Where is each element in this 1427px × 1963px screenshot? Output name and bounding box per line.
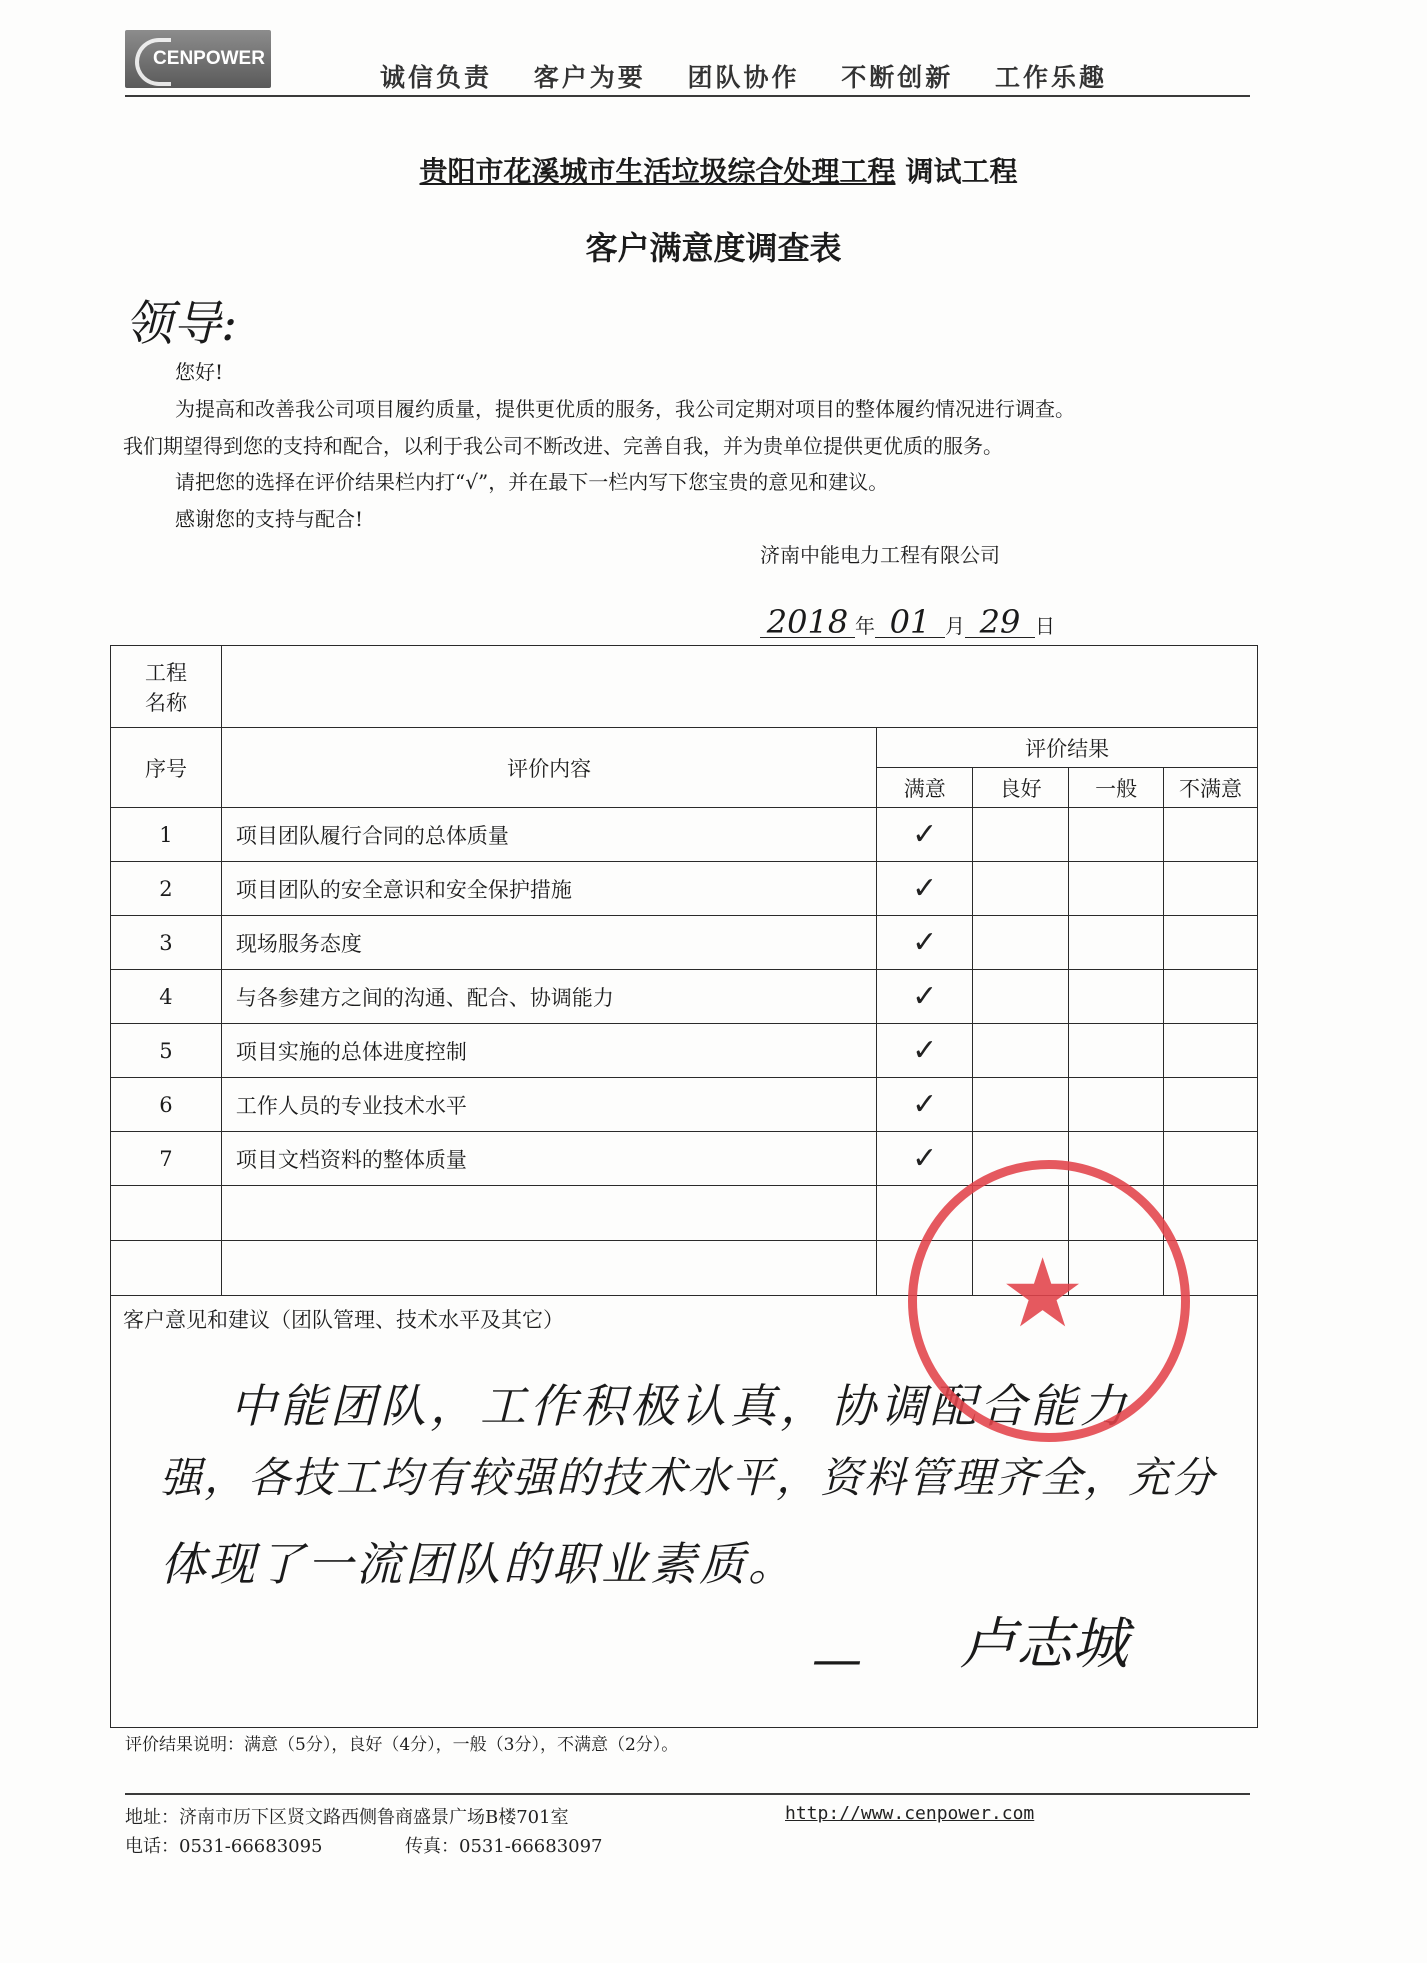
project-name-label xyxy=(111,646,222,728)
check-mark: ✓ xyxy=(877,1024,973,1078)
date-day: 29 xyxy=(965,607,1035,638)
footer-address: 地址：济南市历下区贤文路西侧鲁商盛景广场B楼701室 xyxy=(125,1807,569,1828)
row-no: 1 xyxy=(111,808,222,862)
empty-cell xyxy=(221,1186,876,1241)
col-header-no: 序号 xyxy=(111,728,222,808)
empty-cell xyxy=(1164,862,1258,916)
slogan-bar xyxy=(380,58,1137,94)
seal-star-icon: ★ xyxy=(1000,1239,1086,1349)
table-row xyxy=(111,916,1258,970)
check-mark: ✓ xyxy=(877,916,973,970)
check-mark: ✓ xyxy=(877,1078,973,1132)
check-mark: ✓ xyxy=(877,862,973,916)
check-mark: ✓ xyxy=(877,970,973,1024)
row-content: 现场服务态度 xyxy=(221,916,876,970)
check-mark: ✓ xyxy=(877,1132,973,1186)
row-no: 6 xyxy=(111,1078,222,1132)
empty-cell xyxy=(1164,808,1258,862)
date-year-label: 年 xyxy=(855,614,875,638)
empty-cell xyxy=(1164,1024,1258,1078)
empty-cell xyxy=(1164,1186,1258,1241)
row-no: 7 xyxy=(111,1132,222,1186)
col-header-content: 评价内容 xyxy=(221,728,876,808)
header-rule xyxy=(125,95,1250,97)
row-no: 2 xyxy=(111,862,222,916)
empty-cell xyxy=(1164,1132,1258,1186)
project-name: 贵阳市花溪城市生活垃圾综合处理工程 xyxy=(419,155,896,188)
slogan-5: 工作乐趣 xyxy=(994,63,1107,92)
footer-website[interactable]: http://www.cenpower.com xyxy=(785,1803,1035,1824)
empty-cell xyxy=(1069,916,1164,970)
row-content: 项目文档资料的整体质量 xyxy=(221,1132,876,1186)
company-name: 济南中能电力工程有限公司 xyxy=(760,543,1000,567)
signature-dash: — xyxy=(812,1630,862,1688)
logo-swoosh-icon xyxy=(135,38,171,86)
comment-line-2: 强，各技工均有较强的技术水平，资料管理齐全，充分 xyxy=(160,1453,1217,1502)
signature: 卢志城 xyxy=(960,1612,1128,1677)
project-label-line1: 工程 xyxy=(144,660,187,685)
date-year: 2018 xyxy=(760,607,855,638)
comment-line-1: 中能团队，工作积极认真，协调配合能力 xyxy=(230,1379,1130,1433)
project-label-line2: 名称 xyxy=(144,690,187,715)
form-title: 客户满意度调查表 xyxy=(585,229,842,267)
empty-cell xyxy=(1164,1078,1258,1132)
logo-text: CENPOWER xyxy=(153,48,265,69)
greeting: 您好! xyxy=(175,360,224,384)
comments-label: 客户意见和建议（团队管理、技术水平及其它） xyxy=(123,1308,564,1332)
empty-cell xyxy=(973,916,1069,970)
empty-cell xyxy=(1164,916,1258,970)
row-content: 工作人员的专业技术水平 xyxy=(221,1078,876,1132)
empty-cell xyxy=(973,1078,1069,1132)
letter-para1: 为提高和改善我公司项目履约质量，提供更优质的服务，我公司定期对项目的整体履约情况进行调查。 xyxy=(175,397,1075,421)
letter-para1-cont: 我们期望得到您的支持和配合，以利于我公司不断改进、完善自我，并为贵单位提供更优质的服务。 xyxy=(123,434,1003,458)
date-line xyxy=(760,603,1055,641)
row-content: 项目团队履行合同的总体质量 xyxy=(221,808,876,862)
slogan-3: 团队协作 xyxy=(687,63,800,92)
empty-cell xyxy=(1069,1078,1164,1132)
row-content: 与各参建方之间的沟通、配合、协调能力 xyxy=(221,970,876,1024)
empty-cell xyxy=(973,1024,1069,1078)
check-mark: ✓ xyxy=(877,808,973,862)
row-content: 项目实施的总体进度控制 xyxy=(221,1024,876,1078)
letter-para3: 感谢您的支持与配合! xyxy=(175,507,364,531)
rating-note: 评价结果说明：满意（5分），良好（4分），一般（3分），不满意（2分）。 xyxy=(125,1735,679,1755)
empty-cell xyxy=(973,862,1069,916)
row-no: 5 xyxy=(111,1024,222,1078)
empty-cell xyxy=(1069,1024,1164,1078)
empty-cell xyxy=(221,1241,876,1296)
rating-average: 一般 xyxy=(1069,768,1164,808)
company-logo xyxy=(125,30,271,88)
project-name-cell xyxy=(221,646,1257,728)
row-no: 4 xyxy=(111,970,222,1024)
empty-cell xyxy=(111,1186,222,1241)
empty-cell xyxy=(111,1241,222,1296)
table-row xyxy=(111,1024,1258,1078)
salutation: 领导: xyxy=(125,296,238,352)
col-header-result: 评价结果 xyxy=(877,728,1258,768)
company-seal xyxy=(908,1160,1190,1442)
date-day-label: 日 xyxy=(1035,614,1055,638)
footer-phone: 电话：0531-66683095 xyxy=(125,1836,323,1857)
empty-cell xyxy=(973,970,1069,1024)
empty-cell xyxy=(1164,970,1258,1024)
empty-cell xyxy=(1069,808,1164,862)
table-row xyxy=(111,862,1258,916)
slogan-1: 诚信负责 xyxy=(380,63,493,92)
comment-line-3: 体现了一流团队的职业素质。 xyxy=(160,1537,797,1591)
table-row xyxy=(111,808,1258,862)
empty-cell xyxy=(1069,970,1164,1024)
rating-good: 良好 xyxy=(973,768,1069,808)
footer-rule xyxy=(125,1793,1250,1795)
row-no: 3 xyxy=(111,916,222,970)
table-row xyxy=(111,970,1258,1024)
date-month: 01 xyxy=(875,607,945,638)
rating-satisfied: 满意 xyxy=(877,768,973,808)
empty-cell xyxy=(1069,862,1164,916)
slogan-4: 不断创新 xyxy=(841,63,954,92)
letter-para2: 请把您的选择在评价结果栏内打“√”，并在最下一栏内写下您宝贵的意见和建议。 xyxy=(175,470,889,494)
date-month-label: 月 xyxy=(945,614,965,638)
project-suffix: 调试工程 xyxy=(905,155,1018,188)
slogan-2: 客户为要 xyxy=(533,63,646,92)
table-row xyxy=(111,1078,1258,1132)
project-title xyxy=(0,150,1427,190)
row-content: 项目团队的安全意识和安全保护措施 xyxy=(221,862,876,916)
footer-fax: 传真：0531-66683097 xyxy=(405,1836,603,1857)
rating-unsatisfied: 不满意 xyxy=(1164,768,1258,808)
empty-cell xyxy=(973,808,1069,862)
